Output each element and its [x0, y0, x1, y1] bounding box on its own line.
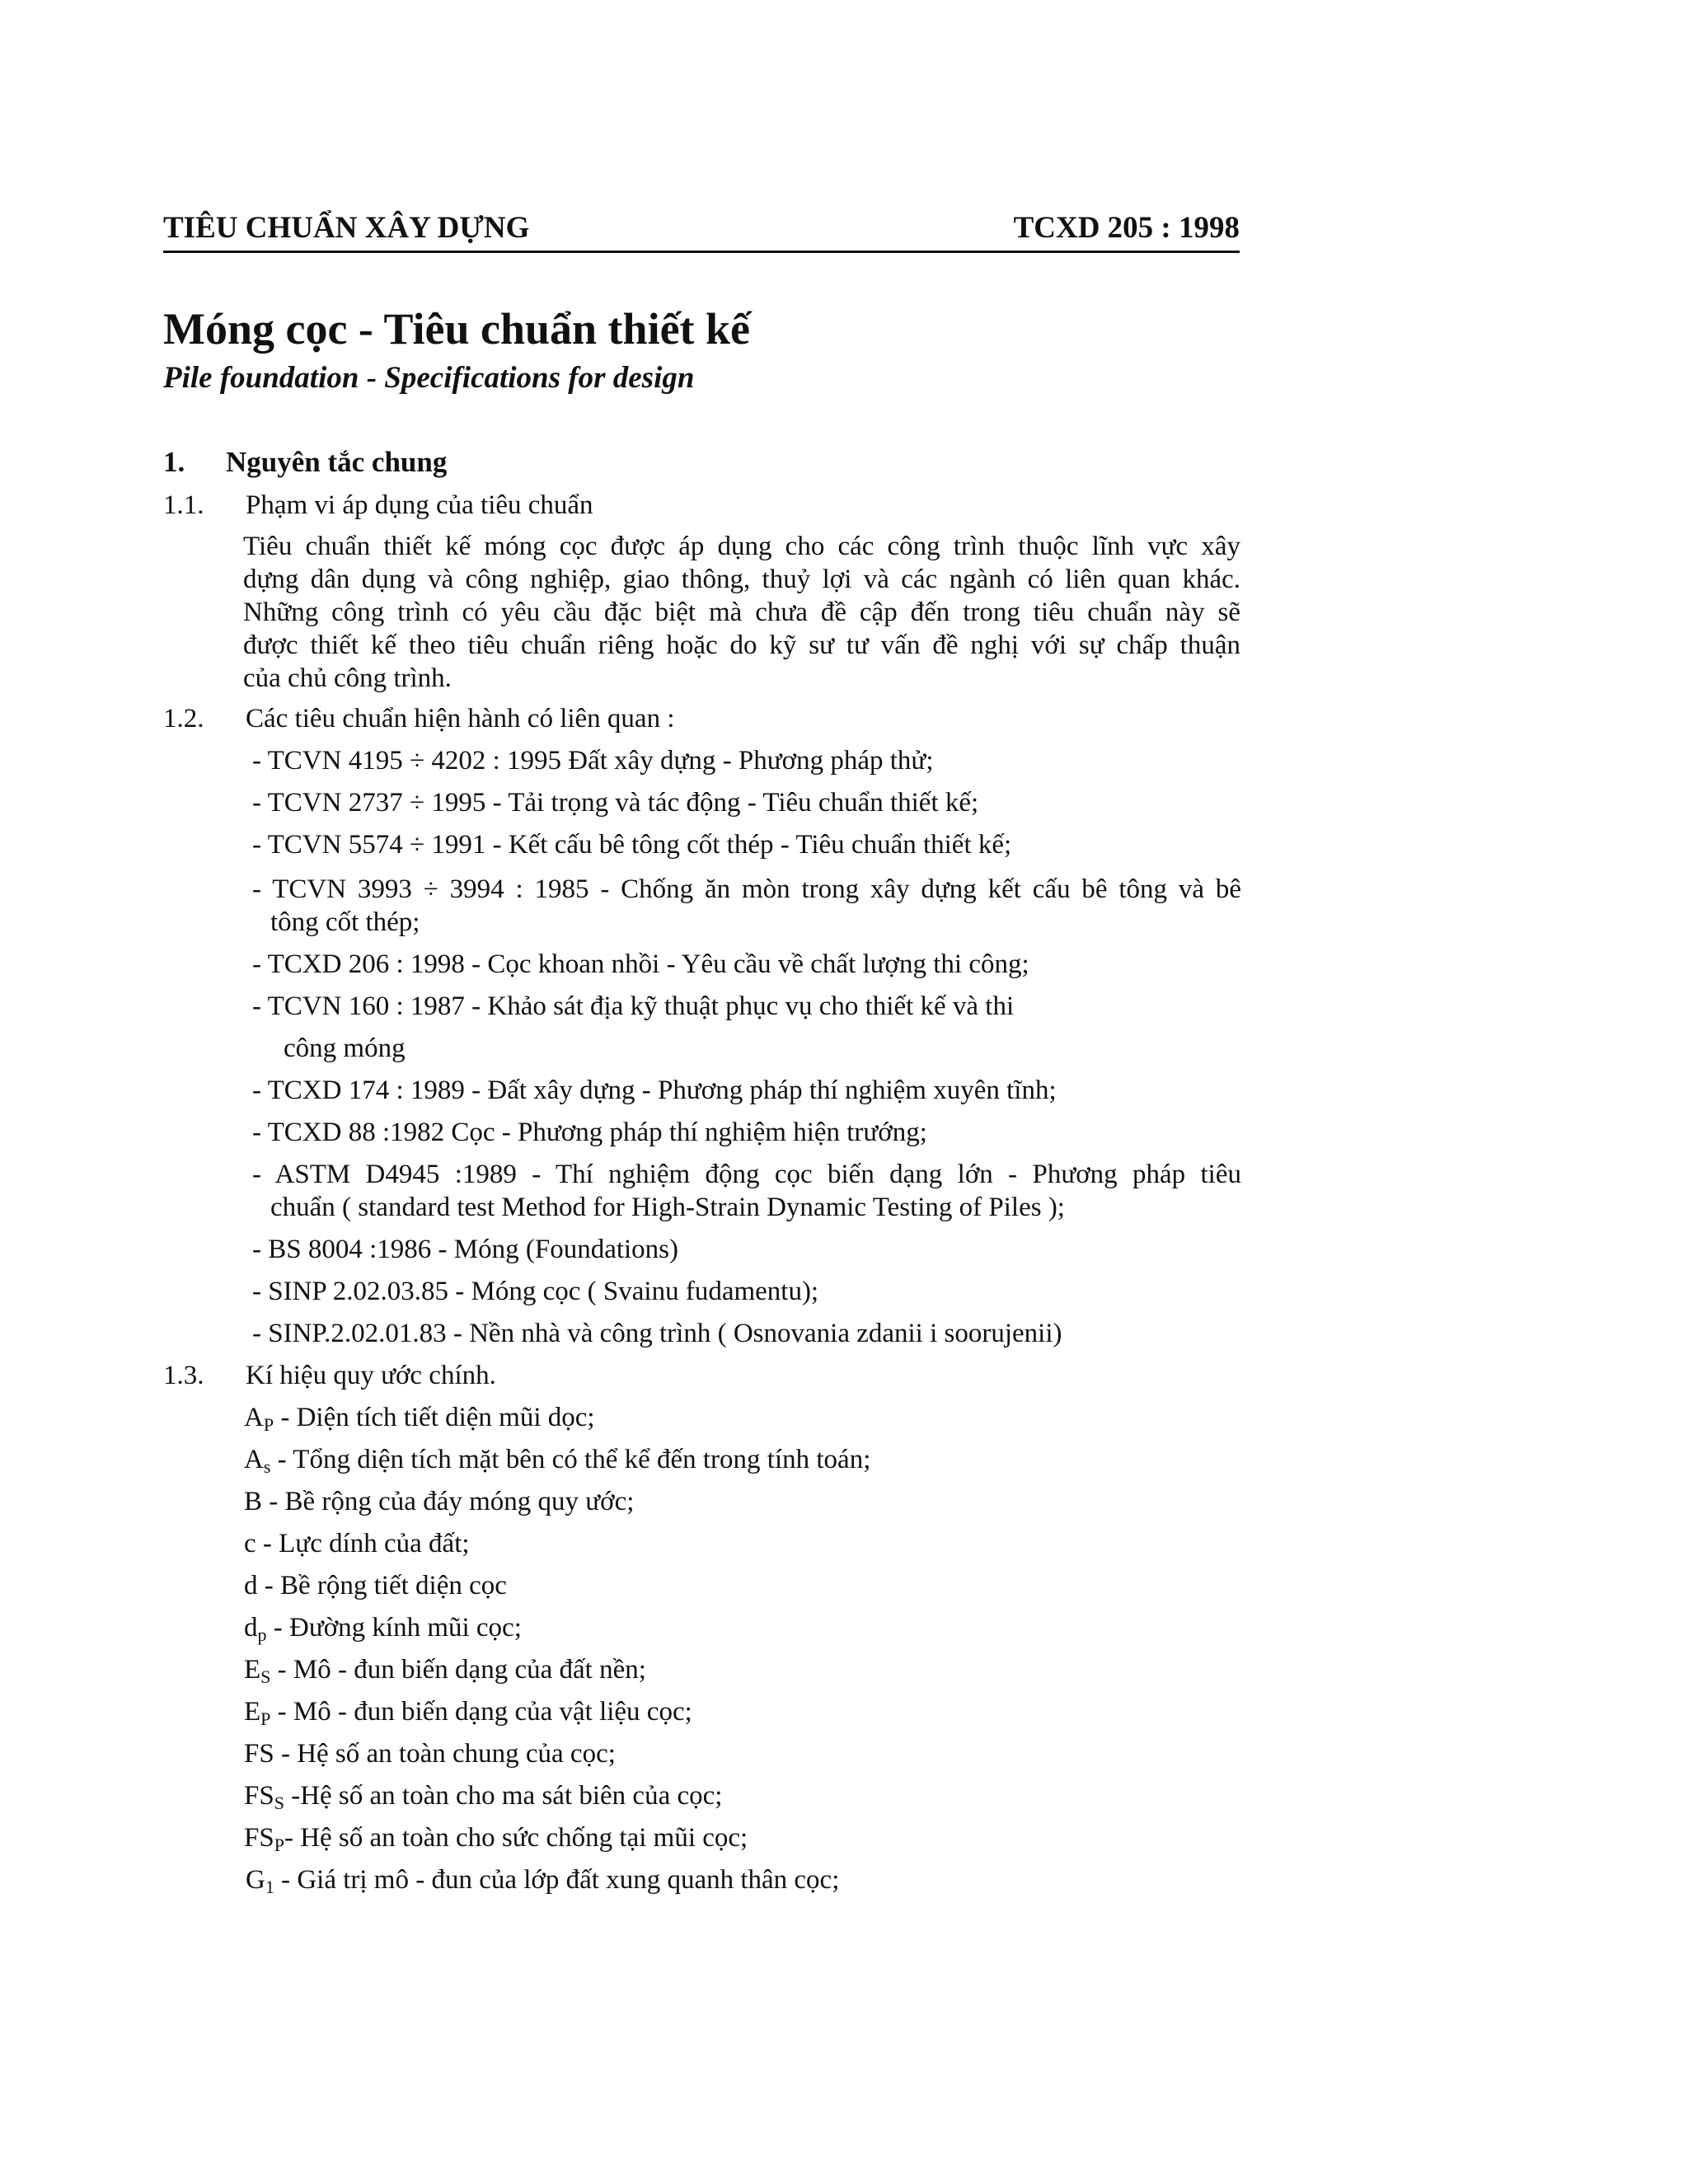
symbol: c — [244, 1529, 256, 1558]
header-standard-type: TIÊU CHUẨN XÂY DỰNG — [163, 211, 530, 245]
symbol-description: - Lực dính của đất; — [256, 1529, 470, 1558]
paragraph-line: Tiêu chuẩn thiết kế móng cọc được áp dụng cho các công trình thuộc lĩnh vực xây — [243, 532, 1240, 561]
standard-list-item: - BS 8004 :1986 - Móng (Foundations) — [252, 1235, 679, 1264]
paragraph-line: của chủ công trình. — [243, 663, 452, 693]
standard-list-item: - SINP 2.02.03.85 - Móng cọc ( Svainu fudamentu); — [252, 1277, 819, 1306]
section-1-1-paragraph — [243, 530, 1240, 695]
page-header — [163, 208, 1240, 249]
symbol-subscript: p — [257, 1624, 267, 1645]
symbol-description: - Đường kính mũi cọc; — [266, 1613, 522, 1643]
symbol: B — [244, 1487, 263, 1516]
standard-list-item: - TCVN 2737 ÷ 1995 - Tải trọng và tác động - Tiêu chuẩn thiết kế; — [252, 788, 979, 818]
section-1-1-heading: Phạm vi áp dụng của tiêu chuẩn — [246, 490, 593, 520]
document-title: Móng cọc - Tiêu chuẩn thiết kế — [163, 304, 751, 354]
symbol-description: - Diện tích tiết diện mũi dọc; — [274, 1403, 595, 1432]
symbol-definition — [244, 1653, 646, 1686]
paragraph-line: được thiết kế theo tiêu chuẩn riêng hoặc do kỹ sư tư vấn đề nghị với sự chấp thuận — [243, 630, 1240, 660]
symbol-definition — [244, 1527, 470, 1560]
symbol-description: - Hệ số an toàn chung của cọc; — [274, 1739, 616, 1769]
symbol-subscript: P — [260, 1708, 271, 1729]
symbol: A — [244, 1403, 264, 1432]
symbol-description: - Hệ số an toàn cho sức chống tại mũi cọc; — [284, 1823, 748, 1853]
symbol-subscript: P — [263, 1414, 274, 1435]
symbol-subscript: P — [274, 1835, 284, 1855]
symbol-description: - Tổng diện tích mặt bên có thể kể đến trong tính toán; — [270, 1445, 871, 1474]
symbol-definition — [244, 1821, 748, 1854]
standard-list-item-continuation: công móng — [284, 1033, 406, 1063]
symbol-definition — [244, 1569, 507, 1602]
section-1-2-heading: Các tiêu chuẩn hiện hành có liên quan : — [246, 704, 675, 733]
standard-list-item-continuation: tông cốt thép; — [270, 907, 420, 937]
symbol: FS — [244, 1739, 274, 1769]
standard-list-item: - TCXD 174 : 1989 - Đất xây dựng - Phương pháp thí nghiệm xuyên tĩnh; — [252, 1076, 1057, 1105]
paragraph-line: dựng dân dụng và công nghiệp, giao thông, thuỷ lợi và các ngành có liên quan khác. — [243, 565, 1240, 594]
symbol-subscript: S — [260, 1666, 271, 1687]
symbol-definition — [244, 1695, 692, 1728]
symbol-definition — [244, 1737, 616, 1770]
section-1-1-number: 1.1. — [163, 490, 204, 520]
header-standard-code: TCXD 205 : 1998 — [1013, 211, 1240, 245]
symbol-description: - Mô - đun biến dạng của vật liệu cọc; — [270, 1697, 692, 1727]
symbol: FS — [244, 1781, 274, 1811]
symbol: d — [244, 1613, 258, 1643]
standard-list-item: - TCVN 160 : 1987 - Khảo sát địa kỹ thuật phục vụ cho thiết kế và thi — [252, 991, 1015, 1021]
symbol-description: - Bề rộng của đáy móng quy ước; — [262, 1487, 635, 1516]
paragraph-line: Những công trình có yêu cầu đặc biệt mà chưa đề cập đến trong tiêu chuẩn này sẽ — [243, 598, 1240, 627]
symbol-description: -Hệ số an toàn cho ma sát biên của cọc; — [284, 1781, 723, 1811]
symbol: E — [244, 1655, 261, 1685]
symbol-definition — [244, 1485, 634, 1518]
symbol-description: - Giá trị mô - đun của lớp đất xung quanh thân cọc; — [274, 1865, 840, 1895]
header-rule — [163, 251, 1240, 253]
symbol-subscript: s — [263, 1456, 271, 1477]
section-1-2-number: 1.2. — [163, 704, 204, 733]
symbol-subscript: 1 — [265, 1877, 274, 1897]
standard-list-item: - TCXD 88 :1982 Cọc - Phương pháp thí nghiệm hiện trướng; — [252, 1118, 927, 1147]
symbol: E — [244, 1697, 261, 1727]
section-1-heading: Nguyên tắc chung — [226, 446, 448, 478]
section-1-3-number: 1.3. — [163, 1361, 204, 1390]
symbol-definition — [244, 1779, 722, 1812]
symbol-subscript: S — [274, 1793, 284, 1813]
document-subtitle: Pile foundation - Specifications for design — [163, 361, 695, 395]
symbol: d — [244, 1571, 258, 1601]
symbol-description: - Mô - đun biến dạng của đất nền; — [270, 1655, 646, 1685]
symbol: FS — [244, 1823, 274, 1853]
section-1-number: 1. — [163, 446, 185, 478]
section-1-3-heading: Kí hiệu quy ước chính. — [246, 1361, 496, 1390]
symbol-definition — [244, 1401, 595, 1434]
symbol-description: - Bề rộng tiết diện cọc — [257, 1571, 507, 1601]
standard-list-item: - ASTM D4945 :1989 - Thí nghiệm động cọc biến dạng lớn - Phương pháp tiêu — [252, 1160, 1241, 1189]
standard-list-item: - TCVN 5574 ÷ 1991 - Kết cấu bê tông cốt thép - Tiêu chuẩn thiết kế; — [252, 830, 1012, 860]
symbol: A — [244, 1445, 264, 1474]
standard-list-item: - TCXD 206 : 1998 - Cọc khoan nhồi - Yêu cầu về chất lượng thi công; — [252, 949, 1029, 979]
symbol-definition — [244, 1443, 870, 1476]
symbol-definition — [244, 1611, 522, 1644]
standard-list-item-continuation: chuẩn ( standard test Method for High-Strain Dynamic Testing of Piles ); — [270, 1193, 1065, 1222]
standard-list-item: - TCVN 4195 ÷ 4202 : 1995 Đất xây dựng - Phương pháp thử; — [252, 746, 934, 776]
standard-list-item: - TCVN 3993 ÷ 3994 : 1985 - Chống ăn mòn trong xây dựng kết cấu bê tông và bê — [252, 874, 1241, 904]
symbol-definition — [246, 1863, 839, 1896]
standard-list-item: - SINP.2.02.01.83 - Nền nhà và công trình ( Osnovania zdanii i soorujenii) — [252, 1319, 1062, 1348]
symbol: G — [246, 1865, 265, 1895]
